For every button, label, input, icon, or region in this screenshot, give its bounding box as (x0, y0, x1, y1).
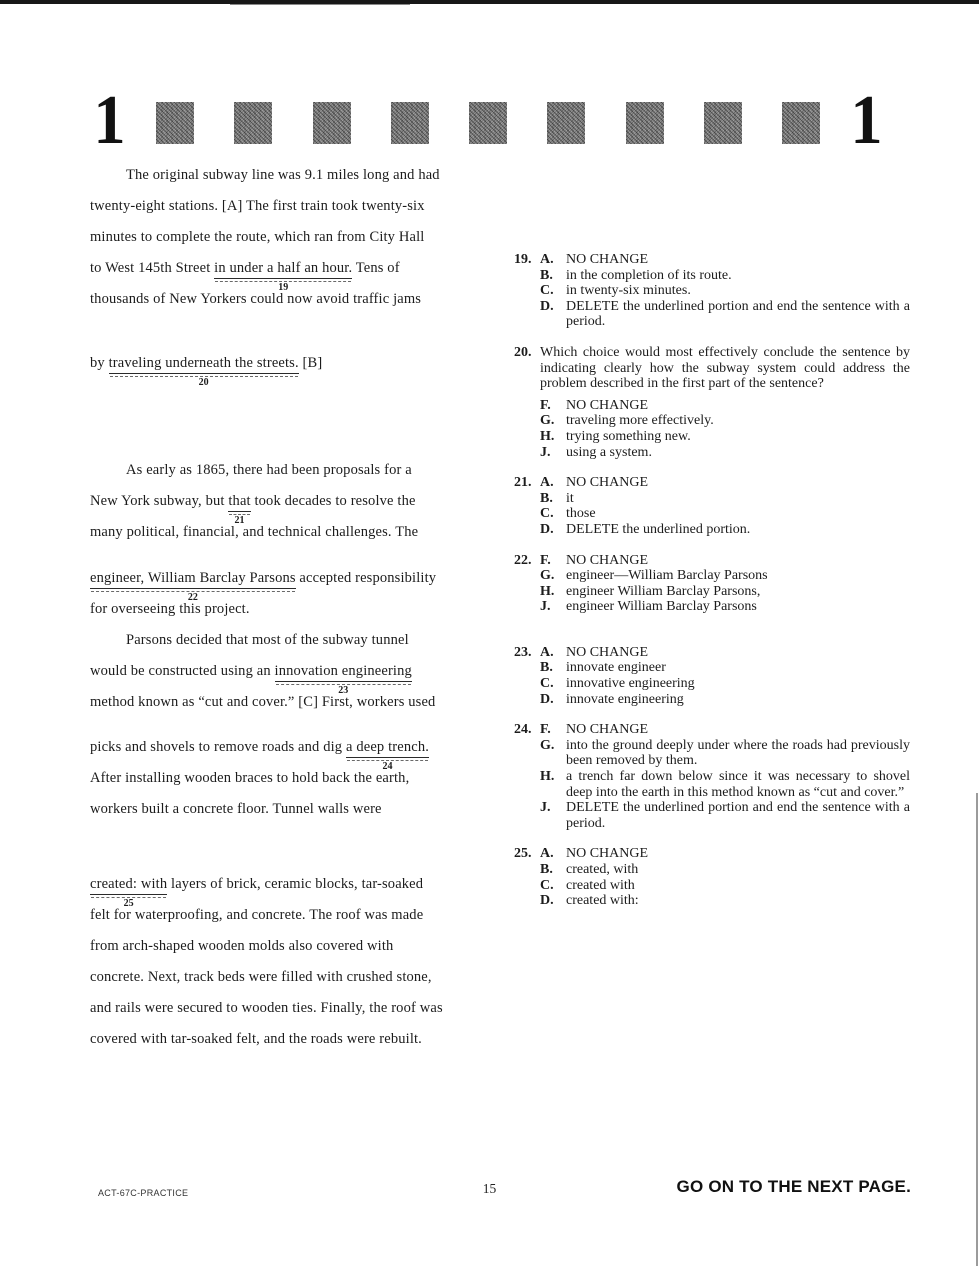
answer-choice (540, 862, 910, 878)
choice-letter: H. (540, 428, 555, 444)
section-number-left: 1 (93, 82, 126, 159)
passage-line (90, 993, 514, 1024)
choice-text: in the completion of its route. (566, 267, 732, 283)
choice-text: into the ground deeply under where the roads had previously been removed by them. (566, 737, 910, 769)
passage-paragraph (90, 869, 514, 1055)
choice-letter: F. (540, 397, 551, 413)
answer-choice (540, 283, 910, 299)
passage-line (90, 191, 514, 222)
choice-letter: B. (540, 660, 553, 676)
answer-choice (540, 599, 910, 615)
choice-text: engineer William Barclay Parsons, (566, 583, 761, 599)
choice-text: created with: (566, 893, 639, 909)
underlined-segment: innovation engineering 23 (274, 663, 412, 696)
passage-line (90, 687, 514, 718)
question-body (540, 722, 910, 831)
section-number-right: 1 (850, 82, 883, 159)
choice-letter: C. (540, 676, 554, 692)
choice-letter: A. (540, 644, 554, 660)
passage-paragraph (90, 160, 514, 315)
text-run: many political, financial, and technical challenges. The (90, 524, 419, 540)
header-block (469, 102, 507, 144)
question-number: 19. (514, 252, 532, 267)
underlined-segment: in under a half an hour. 19 (214, 260, 353, 293)
text-run: As early as 1865, there had been proposals for a (126, 462, 412, 478)
answer-choice (540, 878, 910, 894)
answer-choice (540, 506, 910, 522)
answer-choice (540, 429, 910, 445)
question-stem: Which choice would most effectively conclude the sentence by indicating clearly how the subway system could address the problem described in the first part of the sentence? (540, 344, 910, 392)
text-run: by (90, 355, 109, 371)
answer-choice (540, 722, 910, 738)
question-19 (514, 252, 910, 330)
answer-choice (540, 800, 910, 831)
page-number: 15 (482, 1181, 497, 1196)
question-number: 21. (514, 475, 532, 491)
passage-line (90, 284, 514, 315)
text-run: workers built a concrete floor. Tunnel walls were (90, 801, 382, 817)
text-run: Parsons decided that most of the subway tunnel (126, 632, 409, 648)
question-body (540, 846, 910, 908)
passage-line (90, 763, 514, 794)
continue-notice: GO ON TO THE NEXT PAGE. (676, 1177, 911, 1196)
text-run: from arch-shaped wooden molds also covered with (90, 938, 394, 954)
passage-line (90, 222, 514, 253)
choice-letter: A. (540, 846, 554, 862)
choice-text: NO CHANGE (566, 722, 649, 738)
answer-choice (540, 568, 910, 584)
question-number: 20. (514, 344, 532, 360)
question-body (540, 645, 910, 707)
text-run: thousands of New Yorkers could now avoid traffic jams (90, 291, 422, 307)
question-21 (514, 475, 910, 537)
text-run: twenty-eight stations. [A] The first train took twenty-six (90, 198, 425, 214)
answer-choice (540, 738, 910, 769)
passage-line (90, 962, 514, 993)
choice-letter: B. (540, 862, 553, 877)
underlined-segment: engineer, William Barclay Parsons 22 (90, 570, 296, 603)
question-number: 22. (514, 552, 532, 568)
passage-paragraph (90, 563, 514, 718)
choice-text: NO CHANGE (566, 552, 649, 568)
choice-letter: D. (540, 298, 554, 314)
annotation-number: 23 (338, 685, 349, 696)
choice-letter: J. (540, 800, 551, 816)
form-code: ACT-67C-PRACTICE (98, 1188, 189, 1198)
choice-letter: H. (540, 583, 555, 599)
text-run: took decades to resolve the (250, 493, 416, 509)
answer-choice (540, 769, 910, 800)
passage-line (90, 656, 514, 696)
section-header (0, 82, 979, 159)
annotation-number: 20 (198, 377, 209, 388)
annotation-number: 25 (123, 898, 134, 909)
choice-text: DELETE the underlined portion and end the sentence with a period. (566, 298, 910, 330)
choice-letter: F. (540, 552, 551, 568)
choice-letter: H. (540, 769, 555, 785)
header-block (234, 102, 272, 144)
choice-letter: J. (540, 444, 551, 460)
choice-letter: D. (540, 691, 554, 707)
choice-letter: J. (540, 599, 551, 615)
header-block (704, 102, 742, 144)
question-20 (514, 345, 910, 460)
answer-choice (540, 676, 910, 692)
choice-letter: G. (540, 413, 555, 429)
text-run: accepted responsibility (295, 570, 437, 586)
question-22 (514, 553, 910, 615)
passage-line (90, 931, 514, 962)
answer-choice (540, 252, 910, 268)
choice-letter: A. (540, 475, 554, 491)
text-run: layers of brick, ceramic blocks, tar-soaked (167, 876, 424, 892)
answer-choice (540, 491, 910, 507)
choice-text: NO CHANGE (566, 846, 649, 862)
answer-choice (540, 268, 910, 284)
choice-text: NO CHANGE (566, 475, 649, 491)
text-run: picks and shovels to remove roads and dig (90, 739, 346, 755)
question-body (540, 553, 910, 615)
choice-letter: D. (540, 893, 554, 909)
passage-paragraph (90, 348, 514, 388)
question-number: 23. (514, 644, 532, 660)
passage-line (90, 563, 514, 603)
passage-line (90, 517, 514, 548)
answer-choice (540, 584, 910, 600)
header-block (782, 102, 820, 144)
question-body (540, 345, 910, 460)
choice-text: innovate engineer (566, 660, 666, 676)
choice-text: in twenty-six minutes. (566, 283, 691, 299)
choice-letter: G. (540, 568, 555, 584)
choice-text: trying something new. (566, 428, 691, 444)
choice-text: innovate engineering (566, 691, 684, 707)
text-run: method known as “cut and cover.” [C] First, workers used (90, 694, 436, 710)
passage-line (90, 625, 514, 656)
answer-choice (540, 645, 910, 661)
answer-choice (540, 553, 910, 569)
passage-line (90, 160, 514, 191)
choice-text: engineer William Barclay Parsons (566, 599, 757, 615)
text-run: [B] (298, 355, 323, 371)
choice-letter: C. (540, 877, 554, 893)
answer-choice (540, 660, 910, 676)
passage-line (90, 348, 514, 388)
choice-text: DELETE the underlined portion. (566, 521, 751, 537)
question-body (540, 252, 910, 330)
underlined-segment: created: with 25 (90, 876, 168, 909)
text-run: concrete. Next, track beds were filled with crushed stone, (90, 969, 432, 985)
choice-text: DELETE the underlined portion and end the sentence with a period. (566, 800, 910, 831)
annotation-number: 24 (382, 761, 393, 772)
header-block (391, 102, 429, 144)
passage-line (90, 1024, 514, 1055)
choice-text: engineer—William Barclay Parsons (566, 568, 768, 584)
underlined-segment: a deep trench. 24 (345, 739, 429, 772)
question-body (540, 475, 910, 537)
text-run: and rails were secured to wooden ties. Finally, the roof was (90, 1000, 443, 1016)
text-run: for overseeing this project. (90, 601, 250, 617)
choice-text: innovative engineering (566, 676, 695, 692)
passage-paragraph (90, 455, 514, 548)
question-23 (514, 645, 910, 707)
header-block (156, 102, 194, 144)
text-run: minutes to complete the route, which ran from City Hall (90, 229, 425, 245)
text-run: The original subway line was 9.1 miles long and had (126, 167, 440, 183)
answer-choice (540, 413, 910, 429)
text-run: would be constructed using an (90, 663, 275, 679)
choice-text: a trench far down below since it was necessary to shovel deep into the earth in this method known as “cut and cover.” (566, 769, 910, 800)
choice-text: NO CHANGE (566, 397, 649, 413)
question-number: 25. (514, 846, 532, 862)
header-blocks (156, 102, 820, 144)
question-24 (514, 722, 910, 831)
passage-line (90, 594, 514, 625)
text-run: After installing wooden braces to hold back the earth, (90, 770, 410, 786)
passage-line (90, 900, 514, 931)
text-run: Tens of (352, 260, 400, 276)
passage-line (90, 455, 514, 486)
choice-text: created, with (566, 862, 639, 877)
choice-text: NO CHANGE (566, 252, 649, 267)
passage-line (90, 732, 514, 772)
choice-text: created with (566, 877, 635, 893)
underlined-segment: traveling underneath the streets. 20 (108, 355, 299, 388)
question-25 (514, 846, 910, 908)
header-block (547, 102, 585, 144)
questions-column (514, 252, 910, 909)
header-block (626, 102, 664, 144)
text-run: felt for waterproofing, and concrete. The roof was made (90, 907, 424, 923)
choice-letter: F. (540, 722, 551, 738)
choice-letter: B. (540, 490, 553, 506)
text-run: covered with tar-soaked felt, and the roads were rebuilt. (90, 1031, 422, 1047)
choice-letter: C. (540, 283, 554, 299)
choice-letter: D. (540, 521, 554, 537)
question-number: 24. (514, 722, 532, 738)
choice-letter: B. (540, 267, 553, 283)
passage-line (90, 794, 514, 825)
passage-column (90, 160, 514, 1055)
passage-line (90, 486, 514, 526)
text-run: New York subway, but (90, 493, 229, 509)
choice-letter: G. (540, 737, 555, 753)
choice-text: traveling more effectively. (566, 413, 714, 429)
answer-choice (540, 299, 910, 330)
choice-text: using a system. (566, 444, 652, 460)
answer-choice (540, 445, 910, 461)
answer-choice (540, 846, 910, 862)
header-block (313, 102, 351, 144)
answer-choice (540, 475, 910, 491)
choice-letter: C. (540, 506, 554, 522)
passage-paragraph (90, 732, 514, 825)
text-run: to West 145th Street (90, 260, 215, 276)
choice-text: NO CHANGE (566, 644, 649, 660)
underlined-segment: that 21 (228, 493, 251, 526)
answer-choice (540, 692, 910, 708)
answer-choice (540, 893, 910, 909)
passage-line (90, 869, 514, 909)
annotation-number: 22 (187, 592, 198, 603)
answer-choice (540, 398, 910, 414)
answer-choice (540, 522, 910, 538)
passage-line (90, 253, 514, 293)
choice-letter: A. (540, 252, 554, 267)
choice-text: those (566, 506, 596, 522)
top-rule (0, 0, 979, 4)
annotation-number: 19 (278, 282, 289, 293)
choice-text: it (566, 490, 574, 506)
annotation-number: 21 (234, 515, 245, 526)
